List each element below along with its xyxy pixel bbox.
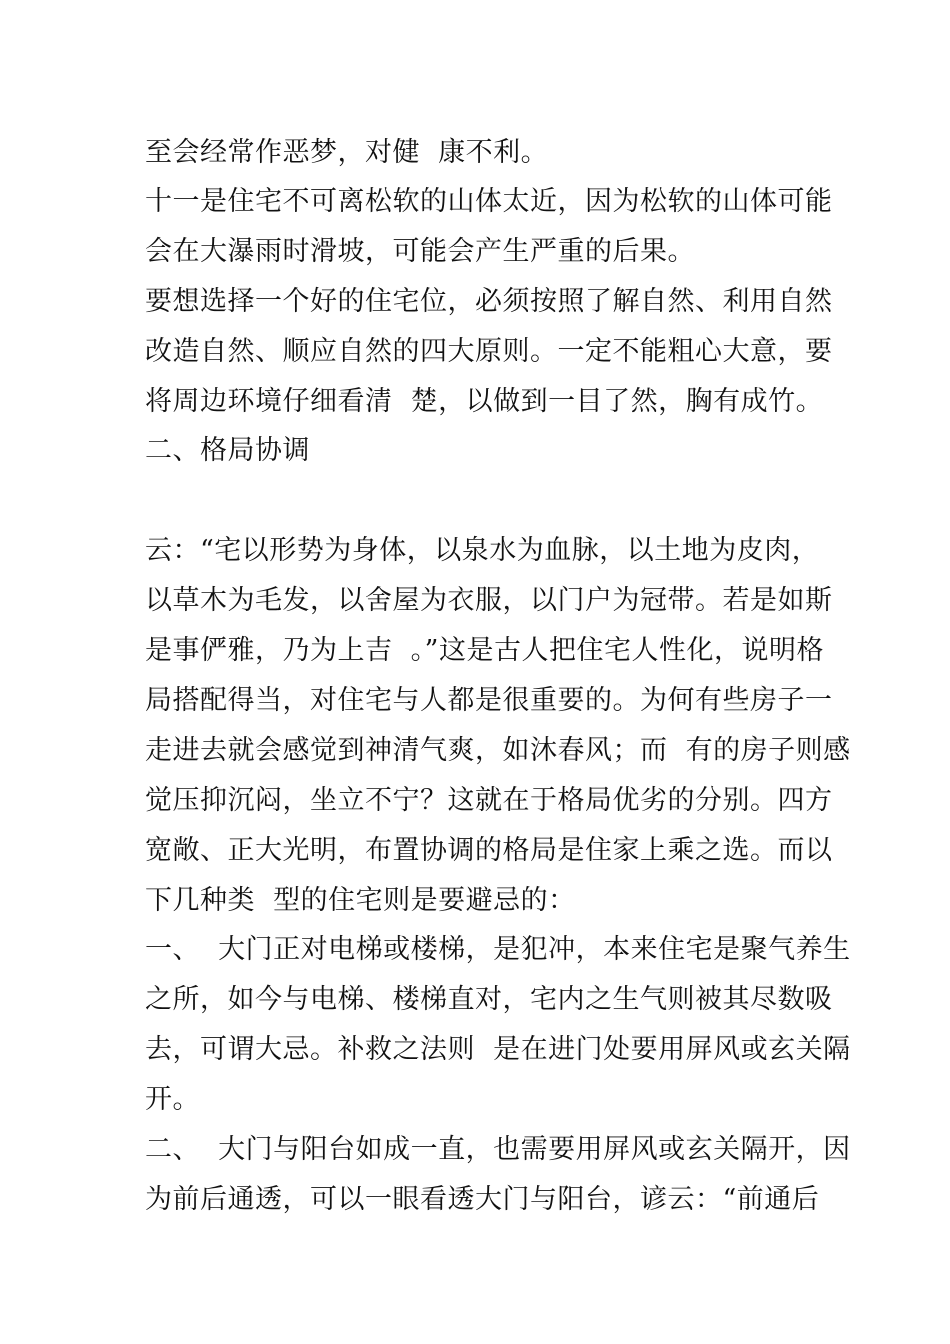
text-line: 为前后通透，可以一眼看透大门与阳台，谚云：“前通后 [145, 1184, 820, 1215]
text-line: 去，可谓大忌。补救之法则 是在进门处要用屏风或玄关隔 [145, 1034, 851, 1065]
list-item-line: 二、 大门与阳台如成一直，也需要用屏风或玄关隔开，因 [145, 1134, 851, 1165]
text-line: 下几种类 型的住宅则是要避忌的： [145, 885, 576, 916]
text-line: 宽敞、正大光明，布置协调的格局是住家上乘之选。而以 [145, 835, 833, 866]
text-line: 要想选择一个好的住宅位，必须按照了解自然、利用自然 [145, 286, 833, 317]
list-item-line: 一、 大门正对电梯或楼梯，是犯冲，本来住宅是聚气养生 [145, 934, 851, 965]
text-line: 十一是住宅不可离松软的山体太近，因为松软的山体可能 [145, 186, 833, 217]
text-line: 改造自然、顺应自然的四大原则。一定不能粗心大意，要 [145, 336, 833, 367]
text-line: 会在大瀑雨时滑坡，可能会产生严重的后果。 [145, 236, 695, 267]
text-line: 觉压抑沉闷，坐立不宁？这就在于格局优劣的分别。四方 [145, 785, 833, 816]
text-line: 开。 [145, 1084, 200, 1115]
text-line: 云：“宅以形势为身体，以泉水为血脉，以土地为皮肉， [145, 535, 820, 566]
text-line: 走进去就会感觉到神清气爽，如沐春风；而 有的房子则感 [145, 735, 851, 766]
section-heading: 二、格局协调 [145, 435, 310, 466]
text-line: 之所，如今与电梯、楼梯直对，宅内之生气则被其尽数吸 [145, 984, 833, 1015]
text-line: 是事俨雅，乃为上吉 。”这是古人把住宅人性化，说明格 [145, 635, 824, 666]
text-line: 局搭配得当，对住宅与人都是很重要的。为何有些房子一 [145, 685, 833, 716]
text-line: 以草木为毛发，以舍屋为衣服，以门户为冠带。若是如斯 [145, 585, 833, 616]
text-line: 至会经常作恶梦，对健 康不利。 [145, 137, 549, 168]
text-line: 将周边环境仔细看清 楚，以做到一目了然，胸有成竹。 [145, 386, 824, 417]
